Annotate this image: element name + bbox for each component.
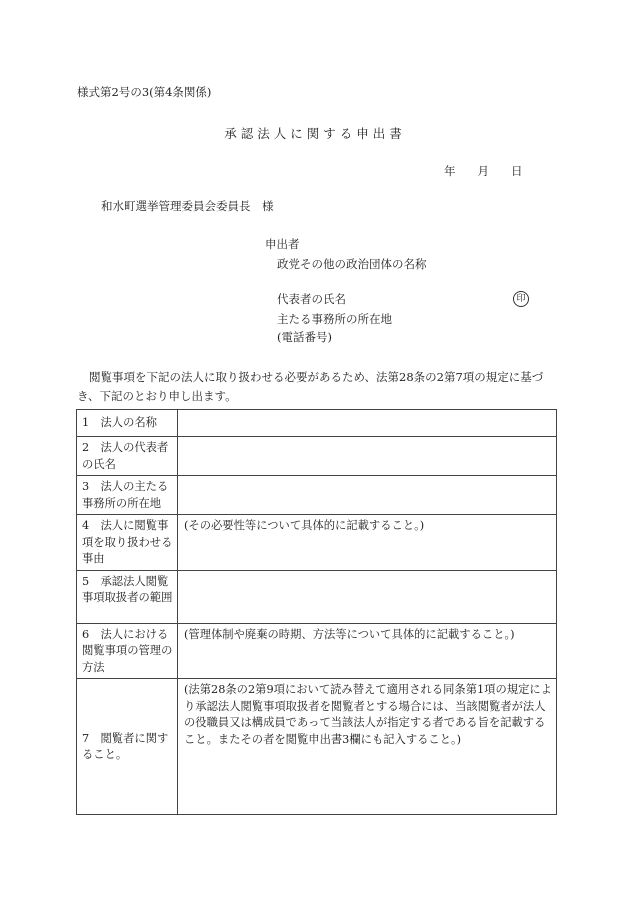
form-number-label: 様式第2号の3(第4条関係): [77, 85, 212, 99]
row-label-corporation-name: 1 法人の名称: [77, 410, 178, 437]
row-label-handler-scope: 5 承認法人閲覧事項取扱者の範囲: [77, 570, 178, 623]
row-label-management-method: 6 法人における閲覧事項の管理の方法: [77, 623, 178, 679]
table-row: [77, 515, 557, 571]
party-name-label: 政党その他の政治団体の名称: [277, 257, 427, 271]
office-address-label: 主たる事務所の所在地: [277, 312, 392, 326]
applicant-heading: 申出者: [265, 237, 300, 251]
row-label-office-address: 3 法人の主たる事務所の所在地: [77, 476, 178, 515]
table-row: [77, 410, 557, 437]
row-value-reason[interactable]: (その必要性等について具体的に記載すること。): [178, 515, 557, 571]
date-year-label: 年: [444, 164, 456, 178]
table-row: [77, 623, 557, 679]
phone-number-label: (電話番号): [277, 330, 332, 344]
request-statement: 閲覧事項を下記の法人に取り扱わせる必要があるため、法第28条の2第7項の規定に基づき、下記のとおり申し出ます。: [77, 370, 544, 403]
addressee: 和水町選挙管理委員会委員長 様: [101, 199, 274, 213]
row-value-representative[interactable]: [178, 437, 557, 476]
table-row: [77, 476, 557, 515]
table-row: [77, 437, 557, 476]
date-line: [444, 163, 523, 179]
row-value-office-address[interactable]: [178, 476, 557, 515]
document-title: 承認法人に関する申出書: [224, 126, 406, 141]
representative-name-label: 代表者の氏名: [277, 292, 346, 306]
date-day-label: 日: [511, 164, 523, 178]
row-value-management-method[interactable]: (管理体制や廃棄の時期、方法等について具体的に記載すること。): [178, 623, 557, 679]
row-value-handler-scope[interactable]: [178, 570, 557, 623]
table-row: [77, 570, 557, 623]
row-value-corporation-name[interactable]: [178, 410, 557, 437]
row-label-viewer: 7 閲覧者に関すること。: [77, 679, 178, 815]
row-value-viewer[interactable]: (法第28条の2第9項において読み替えて適用される同条第1項の規定により承認法人閲覧事項取扱者を閲覧者とする場合には、当該閲覧者が法人の役職員又は構成員であって当該法人が指定する者である旨を記載すること。またその者を閲覧申出書3欄にも記入すること。): [178, 679, 557, 815]
seal-mark: 印: [513, 291, 529, 307]
row-label-representative: 2 法人の代表者の氏名: [77, 437, 178, 476]
row-label-reason: 4 法人に閲覧事項を取り扱わせる事由: [77, 515, 178, 571]
date-month-label: 月: [477, 164, 489, 178]
application-table: [76, 409, 557, 815]
table-row: [77, 679, 557, 815]
